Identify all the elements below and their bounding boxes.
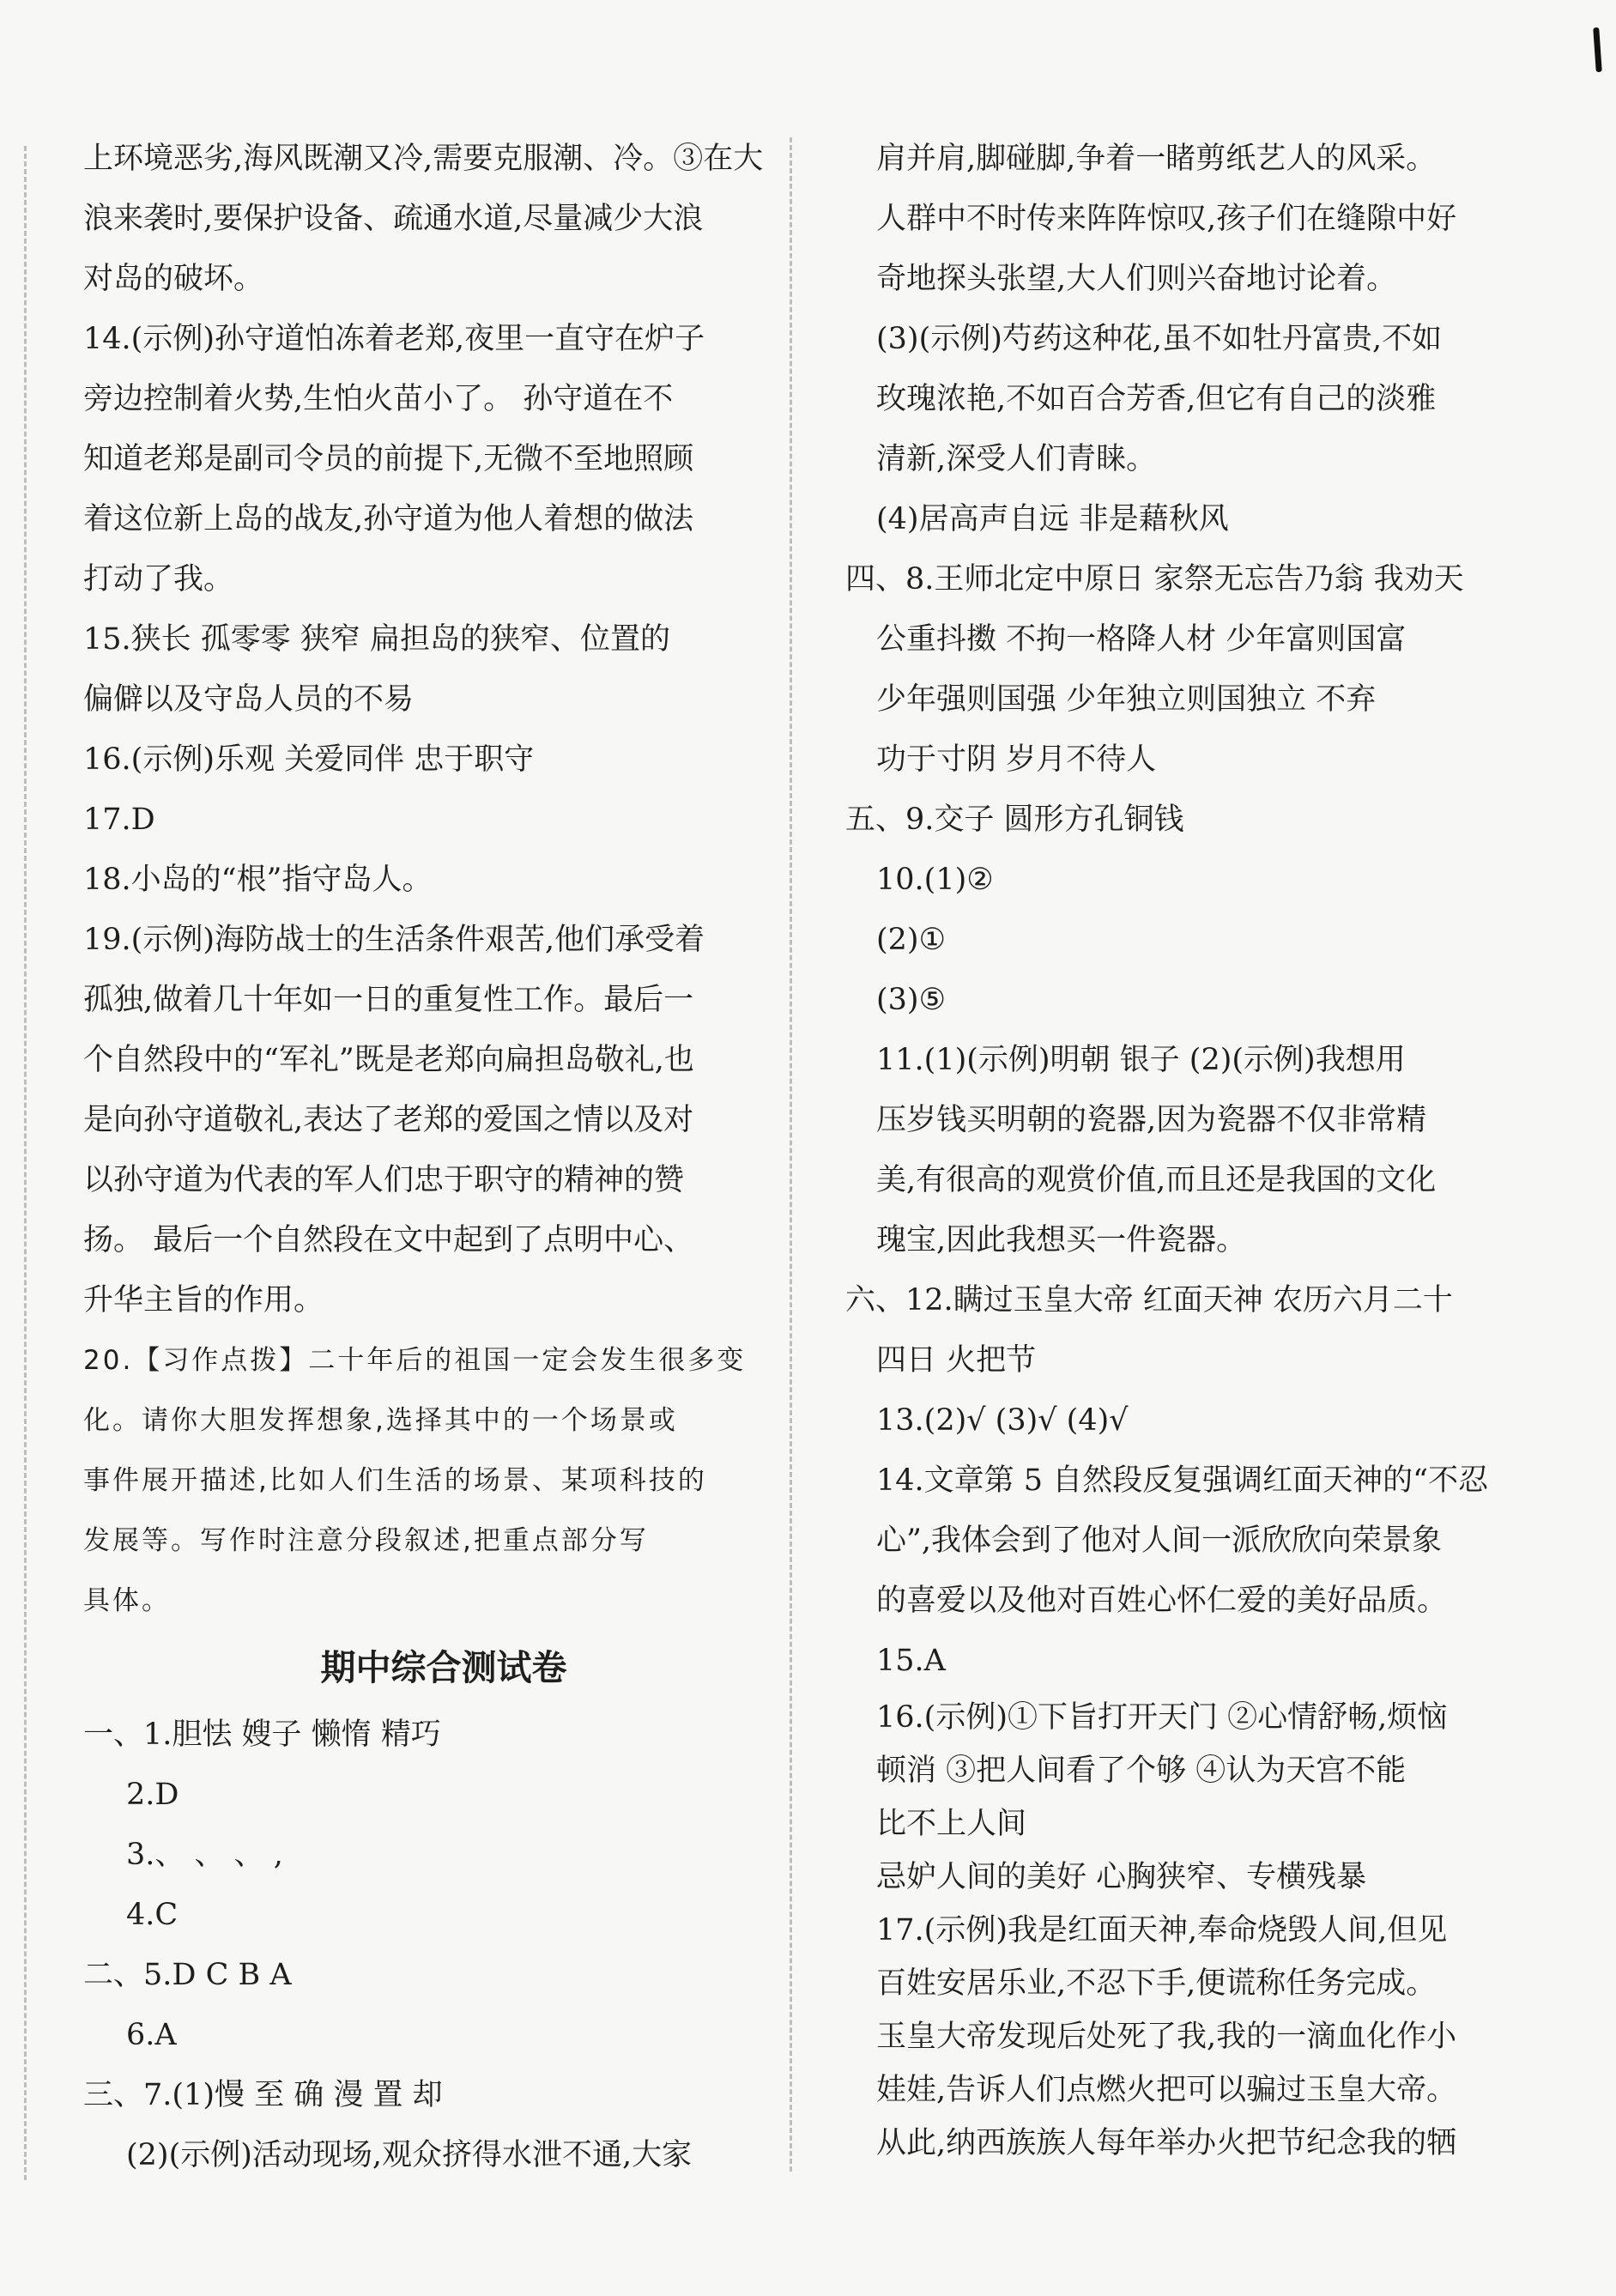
answer-line: 3.、 、 、 ,: [126, 1838, 283, 1872]
answer-line: 升华主旨的作用。: [83, 1283, 324, 1318]
answer-line: 瑰宝,因此我想买一件瓷器。: [876, 1223, 1247, 1257]
answer-line: 压岁钱买明朝的瓷器,因为瓷器不仅非常精: [876, 1103, 1427, 1137]
column-divider-dashed-line: [790, 137, 792, 2172]
answer-line: 知道老郑是副司令员的前提下,无微不至地照顾: [83, 442, 694, 476]
answer-line: 17.D: [83, 803, 155, 837]
answer-line: 打动了我。: [83, 562, 234, 597]
answer-line: 扬。 最后一个自然段在文中起到了点明中心、: [83, 1223, 694, 1257]
answer-line: 从此,纳西族族人每年举办火把节纪念我的牺: [876, 2126, 1457, 2160]
answer-line: 三、7.(1)慢 至 确 漫 置 却: [83, 2078, 443, 2112]
answer-line: 百姓安居乐业,不忍下手,便谎称任务完成。: [876, 1966, 1437, 2001]
answer-line: 2.D: [126, 1778, 179, 1812]
answer-line: 4.C: [126, 1898, 179, 1932]
answer-line: 6.A: [126, 2018, 177, 2052]
answer-line: 17.(示例)我是红面天神,奉命烧毁人间,但见: [876, 1913, 1448, 1948]
answer-line: 个自然段中的“军礼”既是老郑向扁担岛敬礼,也: [83, 1043, 694, 1077]
answer-line: 的喜爱以及他对百姓心怀仁爱的美好品质。: [876, 1584, 1448, 1618]
right-column: [845, 129, 1498, 2170]
answer-line: 一、1.胆怯 嫂子 懒惰 精巧: [83, 1717, 441, 1752]
answer-line: 顿消 ③把人间看了个够 ④认为天宫不能: [876, 1754, 1407, 1788]
answer-line: (3)(示例)芍药这种花,虽不如牡丹富贵,不如: [876, 322, 1443, 356]
answer-line: 11.(1)(示例)明朝 银子 (2)(示例)我想用: [876, 1043, 1406, 1077]
answer-line: 对岛的破坏。: [83, 262, 264, 296]
answer-line: 偏僻以及守岛人员的不易: [83, 682, 415, 717]
answer-line: (3)⑤: [876, 983, 946, 1017]
section-title: 期中综合测试卷: [320, 1647, 567, 1688]
answer-line: 15.A: [876, 1644, 946, 1678]
answer-line: 14.(示例)孙守道怕冻着老郑,夜里一直守在炉子: [83, 322, 705, 356]
answer-line: 四、8.王师北定中原日 家祭无忘告乃翁 我劝天: [845, 562, 1464, 597]
answer-line: (2)(示例)活动现场,观众挤得水泄不通,大家: [126, 2138, 693, 2172]
left-column-lines-after-title: [83, 1705, 770, 2185]
answer-line: 肩并肩,脚碰脚,争着一睹剪纸艺人的风采。: [876, 142, 1437, 176]
left-column: [83, 129, 770, 2185]
answer-line: 娃娃,告诉人们点燃火把可以骗过玉皇大帝。: [876, 2073, 1457, 2107]
answer-line: 比不上人间: [876, 1807, 1027, 1841]
answer-line: 忌妒人间的美好 心胸狭窄、专横残暴: [876, 1860, 1367, 1894]
answer-line: 13.(2)√ (3)√ (4)√: [876, 1403, 1129, 1438]
answer-line: 着这位新上岛的战友,孙守道为他人着想的做法: [83, 502, 694, 536]
answer-line: 旁边控制着火势,生怕火苗小了。 孙守道在不: [83, 382, 674, 416]
answer-line: 16.(示例)乐观 关爱同伴 忠于职守: [83, 742, 535, 777]
answer-line: 20.【习作点拨】二十年后的祖国一定会发生很多变: [83, 1345, 747, 1376]
answer-line: 六、12.瞒过玉皇大帝 红面天神 农历六月二十: [845, 1283, 1453, 1318]
answer-line: 二、5.D C B A: [83, 1958, 292, 1992]
answer-line: 是向孙守道敬礼,表达了老郑的爱国之情以及对: [83, 1103, 694, 1137]
answer-line: 以孙守道为代表的军人们忠于职守的精神的赞: [83, 1163, 685, 1197]
answer-line: 五、9.交子 圆形方孔铜钱: [845, 803, 1184, 837]
answer-line: 18.小岛的“根”指守岛人。: [83, 863, 433, 897]
answer-line: 10.(1)②: [876, 863, 994, 897]
answer-line: 奇地探头张望,大人们则兴奋地讨论着。: [876, 262, 1397, 296]
answer-line: 16.(示例)①下旨打开天门 ②心情舒畅,烦恼: [876, 1700, 1448, 1735]
answer-line: 少年强则国强 少年独立则国独立 不弃: [876, 682, 1377, 717]
left-margin-dashed-line: [24, 146, 27, 2180]
answer-line: 14.文章第 5 自然段反复强调红面天神的“不忍: [876, 1463, 1489, 1498]
answer-line: 公重抖擞 不拘一格降人材 少年富则国富: [876, 622, 1407, 657]
answer-line: 15.狭长 孤零零 狭窄 扁担岛的狭窄、位置的: [83, 622, 671, 657]
answer-line: 发展等。写作时注意分段叙述,把重点部分写: [83, 1525, 649, 1556]
answer-line: 玫瑰浓艳,不如百合芳香,但它有自己的淡雅: [876, 382, 1437, 416]
right-column-lines: [845, 129, 1498, 2170]
answer-line: 玉皇大帝发现后处死了我,我的一滴血化作小: [876, 2020, 1457, 2054]
answer-line: (2)①: [876, 923, 946, 957]
answer-line: 浪来袭时,要保护设备、疏通水道,尽量减少大浪: [83, 202, 704, 236]
answer-line: 心”,我体会到了他对人间一派欣欣向荣景象: [876, 1524, 1443, 1558]
answer-line: 19.(示例)海防战士的生活条件艰苦,他们承受着: [83, 923, 705, 957]
answer-line: 美,有很高的观赏价值,而且还是我国的文化: [876, 1163, 1437, 1197]
answer-line: 清新,深受人们青睐。: [876, 442, 1157, 476]
answer-line: 孤独,做着几十年如一日的重复性工作。最后一: [83, 983, 694, 1017]
corner-mark: [1593, 27, 1602, 72]
answer-line: 人群中不时传来阵阵惊叹,孩子们在缝隙中好: [876, 202, 1457, 236]
left-column-lines: [83, 129, 770, 1631]
answer-line: 四日 火把节: [876, 1343, 1037, 1378]
answer-line: (4)居高声自远 非是藉秋风: [876, 502, 1229, 536]
answer-line: 事件展开描述,比如人们生活的场景、某项科技的: [83, 1465, 707, 1496]
answer-line: 具体。: [83, 1585, 171, 1616]
answer-line: 化。请你大胆发挥想象,选择其中的一个场景或: [83, 1405, 678, 1436]
answer-line: 功于寸阴 岁月不待人: [876, 742, 1157, 777]
answer-line: 上环境恶劣,海风既潮又冷,需要克服潮、冷。③在大: [83, 142, 764, 176]
